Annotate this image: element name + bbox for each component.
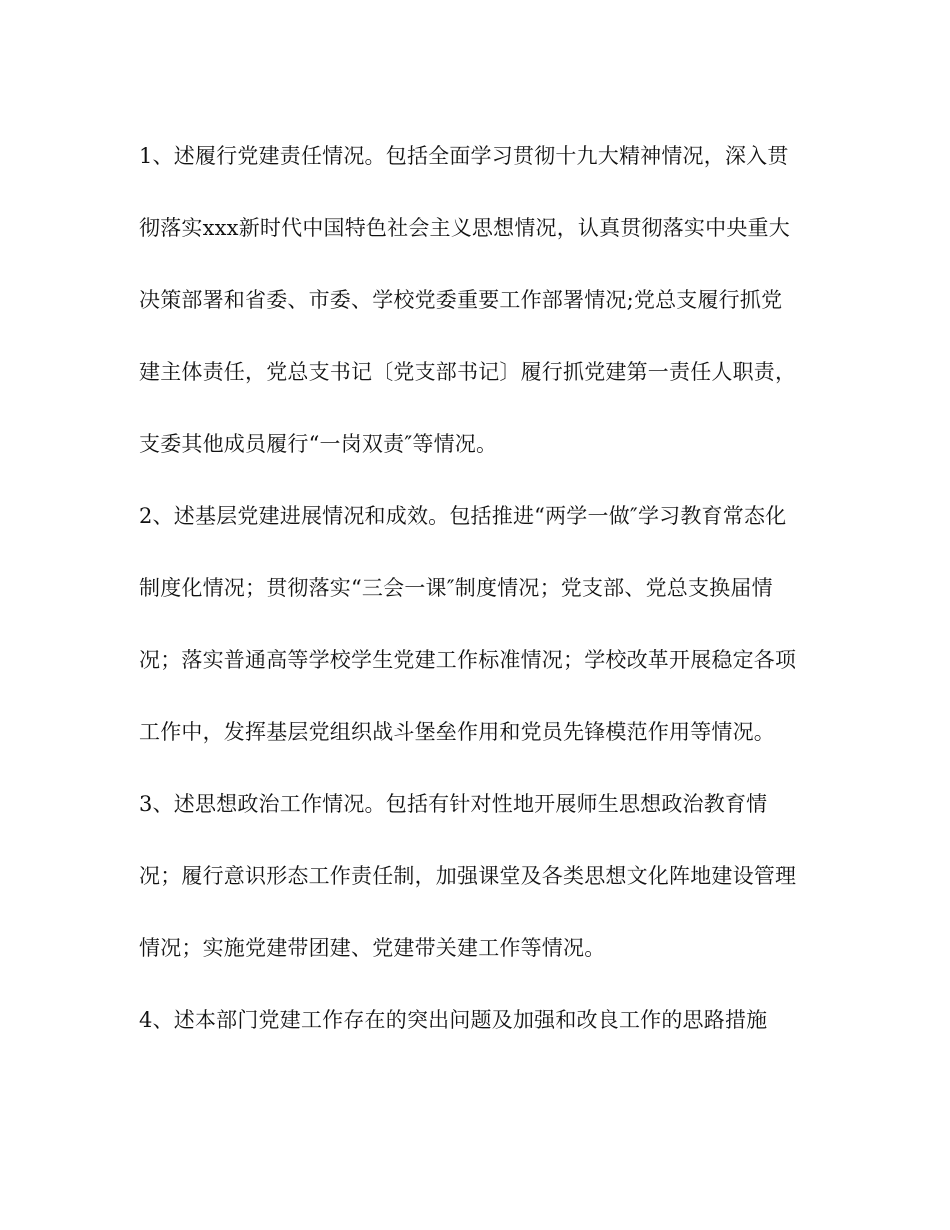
text-line: 彻落实xxx新时代中国特色社会主义思想情况，认真贯彻落实中央重大	[139, 216, 790, 240]
text-line: 工作中，发挥基层党组织战斗堡垒作用和党员先锋模范作用等情况。	[139, 720, 775, 744]
text-line: 3、述思想政治工作情况。包括有针对性地开展师生思想政治教育情	[139, 792, 768, 816]
text-line: 情况；实施党建带团建、党建带关建工作等情况。	[139, 936, 606, 960]
text-line: 制度化情况；贯彻落实“三会一课″制度情况；党支部、党总支换届情	[139, 576, 773, 600]
text-line: 决策部署和省委、市委、学校党委重要工作部署情况;党总支履行抓党	[139, 288, 783, 312]
text-line: 2、述基层党建进展情况和成效。包括推进“两学一做″学习教育常态化	[139, 504, 787, 528]
text-line: 4、述本部门党建工作存在的突出问题及加强和改良工作的思路措施	[139, 1008, 768, 1032]
text-line: 建主体责任，党总支书记〔党支部书记〕履行抓党建第一责任人职责，	[139, 360, 797, 384]
text-line: 1、述履行党建责任情况。包括全面学习贯彻十九大精神情况，深入贯	[139, 144, 789, 168]
text-line: 况；履行意识形态工作责任制，加强课堂及各类思想文化阵地建设管理	[139, 864, 797, 888]
text-line: 支委其他成员履行“一岗双责″等情况。	[139, 432, 498, 456]
text-line: 况；落实普通高等学校学生党建工作标准情况；学校改革开展稳定各项	[139, 648, 797, 672]
